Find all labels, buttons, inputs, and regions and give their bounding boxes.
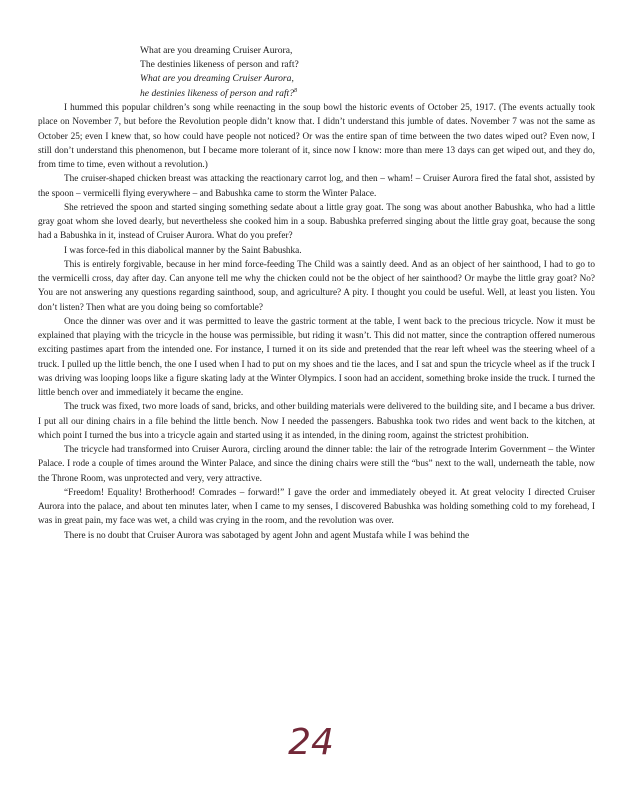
body-text xyxy=(38,101,595,543)
verse-line-1: What are you dreaming Cruiser Aurora, xyxy=(140,45,293,56)
paragraph-8: The tricycle had transformed into Cruiser Aurora, circling around the dinner table: the lair of the retrograde Interim Government – the Winter Palace. I rode a couple of times around the Winter Palace, and since the dining chairs were still the “bus” next to the wall, underneath the table, now the Throne Room, was unprotected and very, very attractive. xyxy=(38,445,595,484)
paragraph-2: The cruiser-shaped chicken breast was attacking the reactionary carrot log, and then – wham! – Cruiser Aurora fired the fatal shot, assisted by the spoon – vermicelli flying everywhere – and Babushka came to storm the Winter Palace. xyxy=(38,174,595,199)
paragraph-9: “Freedom! Equality! Brotherhood! Comrades – forward!” I gave the order and immediately obeyed it. At great velocity I directed Cruiser Aurora into the palace, and about ten minutes later, when I came to my senses, I discovered Babushka was holding something cold to my forehead, I was in great pain, my face was wet, a child was crying in the room, and the revolution was over. xyxy=(38,487,595,527)
verse-line-4 xyxy=(140,87,440,101)
paragraph-7: The truck was fixed, two more loads of sand, bricks, and other building materials were delivered to the building site, and I became a bus driver. I put all our dining chairs in a file behind the little bench. Now I needed the passengers. Babushka took two rides and went back to the kitchen, at which point I turned the bus into a tricycle again and started using it as intended, in the dining room, against the strictest prohibition. xyxy=(38,402,595,441)
paragraph-6: Once the dinner was over and it was permitted to leave the gastric torment at the table, I went back to the precious tricycle. Now it must be explained that playing with the tricycle in the house was permissible, but riding it wasn’t. This did not matter, since the contraption offered numerous exciting pastimes apart from the intended one. For instance, I turned it on its side and pretended that the rear left wheel was the steering wheel of a truck. I pulled up the little bench, the one I used when I had to put on my shoes and tie the laces, and I sat and spun the tricycle wheel as if the truck I was driving was looping loops like a figure skating lady at the Winter Olympics. I soon had an accident, something broke inside the truck. I turned the little bench over and immediately it became the engine. xyxy=(38,316,595,398)
paragraph-10: There is no doubt that Cruiser Aurora was sabotaged by agent John and agent Mustafa while I was behind the xyxy=(64,530,470,541)
verse-line-2: The destinies likeness of person and raft? xyxy=(140,59,299,71)
verse-epigraph xyxy=(140,44,440,101)
verse-line-3: What are you dreaming Cruiser Aurora, xyxy=(140,73,294,85)
page-number: 24 xyxy=(288,722,334,763)
footnote-marker: 8 xyxy=(294,87,298,94)
verse-line-4-text: he destinies likeness of person and raft? xyxy=(140,87,295,99)
paragraph-3: She retrieved the spoon and started singing something sedate about a little gray goat. The song was about another Babushka, who had a little gray goat whom she loved dearly, but nevertheless she cooked him in a soup. Babushka preferred singing about the little gray goat, because the song had a Babushka in it, instead of Cruiser Aurora. What do you prefer? xyxy=(38,202,595,242)
paragraph-1: I hummed this popular children’s song while reenacting in the soup bowl the historic events of October 25, 1917. (The events actually took place on November 7, but before the Revolution people didn’t know that. I didn’t understand this jumble of dates. November 7 was not the same as October 25; even I knew that, so how could have people not noticed? Or was the entire span of time between the two dates wiped out? Even now, I still don’t understand this phenomenon, but I became more tolerant of it, since now I know: more than mere 13 days can get wiped out, and they do, from time to time, even without a revolution.) xyxy=(38,103,595,170)
paragraph-5: This is entirely forgivable, because in her mind force-feeding The Child was a saintly deed. And as an object of her sainthood, I had to go to the vermicelli cross, day after day. Can anyone tell me why the chicken could not be the object of her sainthood? Or maybe the little gray goat? No? You are not answering any questions regarding sainthood, soup, and agriculture? A pity. I thought you could be useful. Well, at least you listen. You don’t listen? Then what are you doing being so comfortable? xyxy=(38,259,595,313)
paragraph-4: I was force-fed in this diabolical manner by the Saint Babushka. xyxy=(64,245,302,256)
